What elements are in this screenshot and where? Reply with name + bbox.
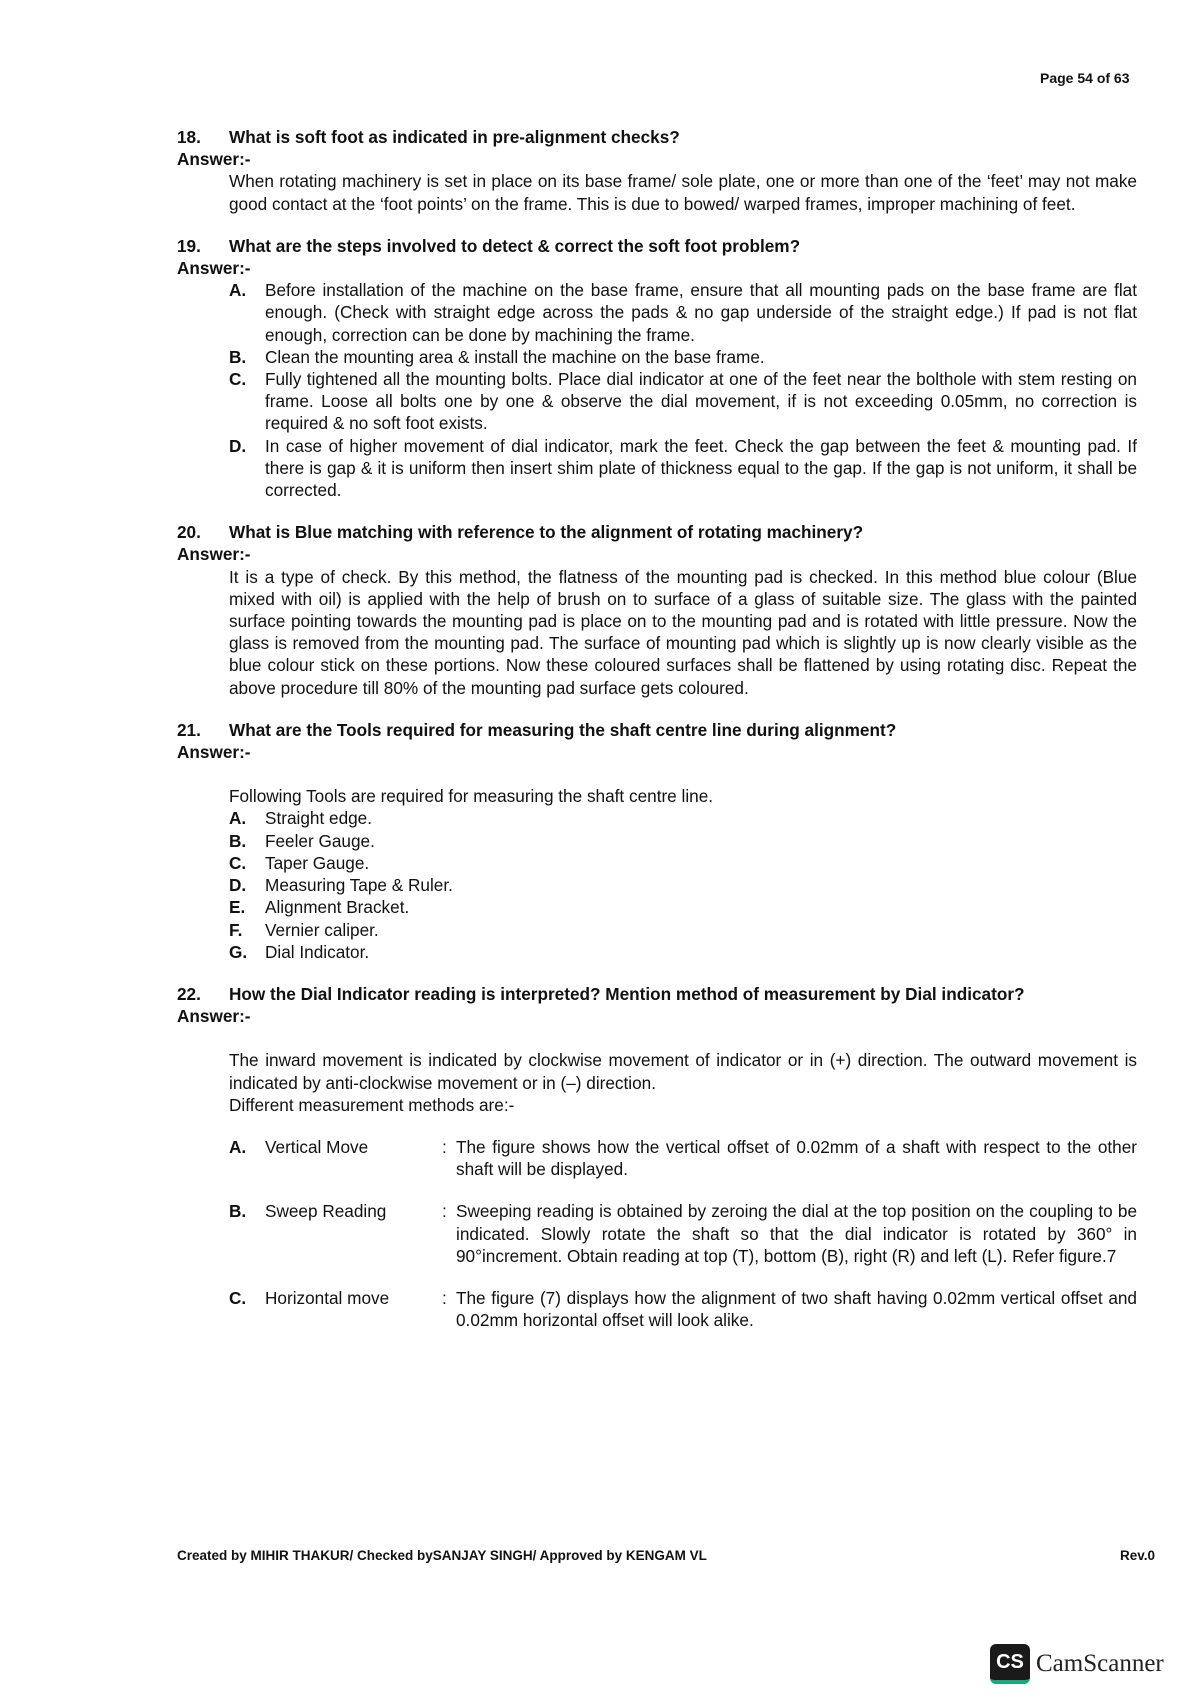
item-letter: A.	[229, 1136, 247, 1157]
revision-label: Rev.0	[1120, 1548, 1156, 1563]
question-19	[177, 235, 1137, 501]
document-body	[177, 126, 1137, 1351]
camscanner-watermark	[990, 1644, 1164, 1684]
question-text: What are the steps involved to detect & correct the soft foot problem?	[229, 235, 801, 256]
question-text: What is soft foot as indicated in pre-alignment checks?	[229, 127, 680, 147]
item-letter: E.	[229, 897, 246, 918]
answer-text: It is a type of check. By this method, the flatness of the mounting pad is checked. In this method blue colour (Blue mixed with oil) is applied with the help of brush on to surface of a glass of suitable size. The glass with the painted surface pointing towards the mounting pad is place on to the mounting pad and is rotated with little pressure. Now the glass is removed from the mounting pad. The surface of mounting pad which is slightly up is now clearly visible as the blue colour stick on these portions. Now these coloured surfaces shall be flattened by using rotating disc. Repeat the above procedure till 80% of the mounting pad surface gets coloured.	[229, 566, 1137, 698]
answer-label: Answer:-	[177, 258, 251, 279]
tools-intro: Following Tools are required for measuring the shaft centre line.	[229, 786, 714, 807]
item-letter: D.	[229, 435, 247, 456]
list-item	[229, 941, 1137, 963]
item-text: Straight edge.	[265, 808, 373, 829]
item-text: Feeler Gauge.	[265, 830, 375, 851]
answer-label: Answer:-	[177, 1006, 251, 1027]
method-text: The figure (7) displays how the alignment of two shaft having 0.02mm vertical offset and 0.02mm horizontal offset will look alike.	[456, 1287, 1137, 1331]
item-text: Taper Gauge.	[265, 852, 370, 873]
method-text: Sweeping reading is obtained by zeroing the dial at the top position on the coupling to be indicated. Slowly rotate the shaft so that the dial indicator is rotated by 360° in 90°increment. Obtain reading at top (T), bottom (B), right (R) and left (L). Refer figure.7	[456, 1201, 1137, 1266]
item-letter: A.	[229, 808, 247, 829]
item-text: Alignment Bracket.	[265, 897, 410, 918]
methods-list	[229, 1136, 1137, 1331]
item-letter: C.	[229, 852, 247, 873]
tools-list	[229, 807, 1137, 962]
question-number: 21.	[177, 719, 201, 740]
question-21	[177, 719, 1137, 963]
method-name: Horizontal move	[265, 1287, 390, 1308]
item-text: Clean the mounting area & install the machine on the base frame.	[265, 346, 765, 367]
item-letter: C.	[229, 369, 247, 390]
list-item	[229, 807, 1137, 829]
steps-list	[229, 279, 1137, 501]
method-colon: :	[442, 1287, 447, 1308]
item-letter: F.	[229, 919, 243, 940]
question-text: What is Blue matching with reference to the alignment of rotating machinery?	[229, 522, 864, 543]
list-item	[229, 896, 1137, 918]
answer-label: Answer:-	[177, 544, 251, 565]
item-letter: B.	[229, 346, 247, 367]
list-item	[229, 435, 1137, 502]
question-22	[177, 983, 1137, 1331]
method-item	[229, 1287, 1137, 1331]
item-letter: D.	[229, 875, 247, 896]
item-letter: C.	[229, 1287, 247, 1308]
item-text: Fully tightened all the mounting bolts. Place dial indicator at one of the feet near the bolthole with stem resting on frame. Loose all bolts one by one & observe the dial movement, if is not exceeding 0.05mm, no correction is required & no soft foot exists.	[265, 369, 1137, 434]
method-text: The figure shows how the vertical offset of 0.02mm of a shaft with respect to the other shaft will be displayed.	[456, 1136, 1137, 1180]
question-text: What are the Tools required for measuring the shaft centre line during alignment?	[229, 719, 897, 740]
question-number: 20.	[177, 522, 201, 543]
method-name: Vertical Move	[265, 1136, 369, 1157]
item-text: Measuring Tape & Ruler.	[265, 875, 453, 896]
item-text: Dial Indicator.	[265, 941, 370, 962]
list-item	[229, 346, 1137, 368]
question-number: 18.	[177, 127, 201, 147]
question-number: 19.	[177, 235, 201, 256]
method-item	[229, 1136, 1137, 1180]
method-colon: :	[442, 1136, 447, 1157]
question-number: 22.	[177, 983, 201, 1004]
list-item	[229, 874, 1137, 896]
item-letter: G.	[229, 941, 248, 962]
question-text: How the Dial Indicator reading is interpreted? Mention method of measurement by Dial indicator?	[229, 983, 1025, 1004]
list-item	[229, 279, 1137, 346]
method-item	[229, 1200, 1137, 1267]
item-text: Before installation of the machine on the base frame, ensure that all mounting pads on the base frame are flat enough. (Check with straight edge across the pads & no gap underside of the straight edge.) If pad is not flat enough, correction can be done by machining the frame.	[265, 280, 1137, 345]
footer-credits: Created by MIHIR THAKUR/ Checked bySANJAY SINGH/ Approved by KENGAM VL	[177, 1548, 707, 1563]
answer-text: The inward movement is indicated by clockwise movement of indicator or in (+) direction. The outward movement is indicated by anti-clockwise movement or in (–) direction.	[229, 1050, 1137, 1093]
item-letter: B.	[229, 830, 247, 851]
list-item	[229, 919, 1137, 941]
item-letter: A.	[229, 280, 247, 301]
item-text: Vernier caliper.	[265, 919, 379, 940]
item-letter: B.	[229, 1201, 247, 1222]
camscanner-brand: CamScanner	[1036, 1650, 1164, 1677]
camscanner-logo-icon: CS	[990, 1644, 1030, 1684]
method-name: Sweep Reading	[265, 1201, 387, 1222]
method-colon: :	[442, 1201, 447, 1222]
list-item	[229, 368, 1137, 435]
page-number: Page 54 of 63	[1040, 70, 1130, 86]
answer-label: Answer:-	[177, 742, 251, 763]
question-18	[177, 126, 1137, 215]
question-20	[177, 521, 1137, 699]
answer-text: When rotating machinery is set in place on its base frame/ sole plate, one or more than one of the ‘feet’ may not make good contact at the ‘foot points’ on the frame. This is due to bowed/ warped frames, improper machining of feet.	[229, 171, 1137, 214]
list-item	[229, 852, 1137, 874]
list-item	[229, 830, 1137, 852]
answer-text: Different measurement methods are:-	[229, 1094, 515, 1115]
item-text: In case of higher movement of dial indicator, mark the feet. Check the gap between the feet & mounting pad. If there is gap & it is uniform then insert shim plate of thickness equal to the gap. If the gap is not uniform, it shall be corrected.	[265, 435, 1137, 501]
answer-label: Answer:-	[177, 149, 251, 170]
